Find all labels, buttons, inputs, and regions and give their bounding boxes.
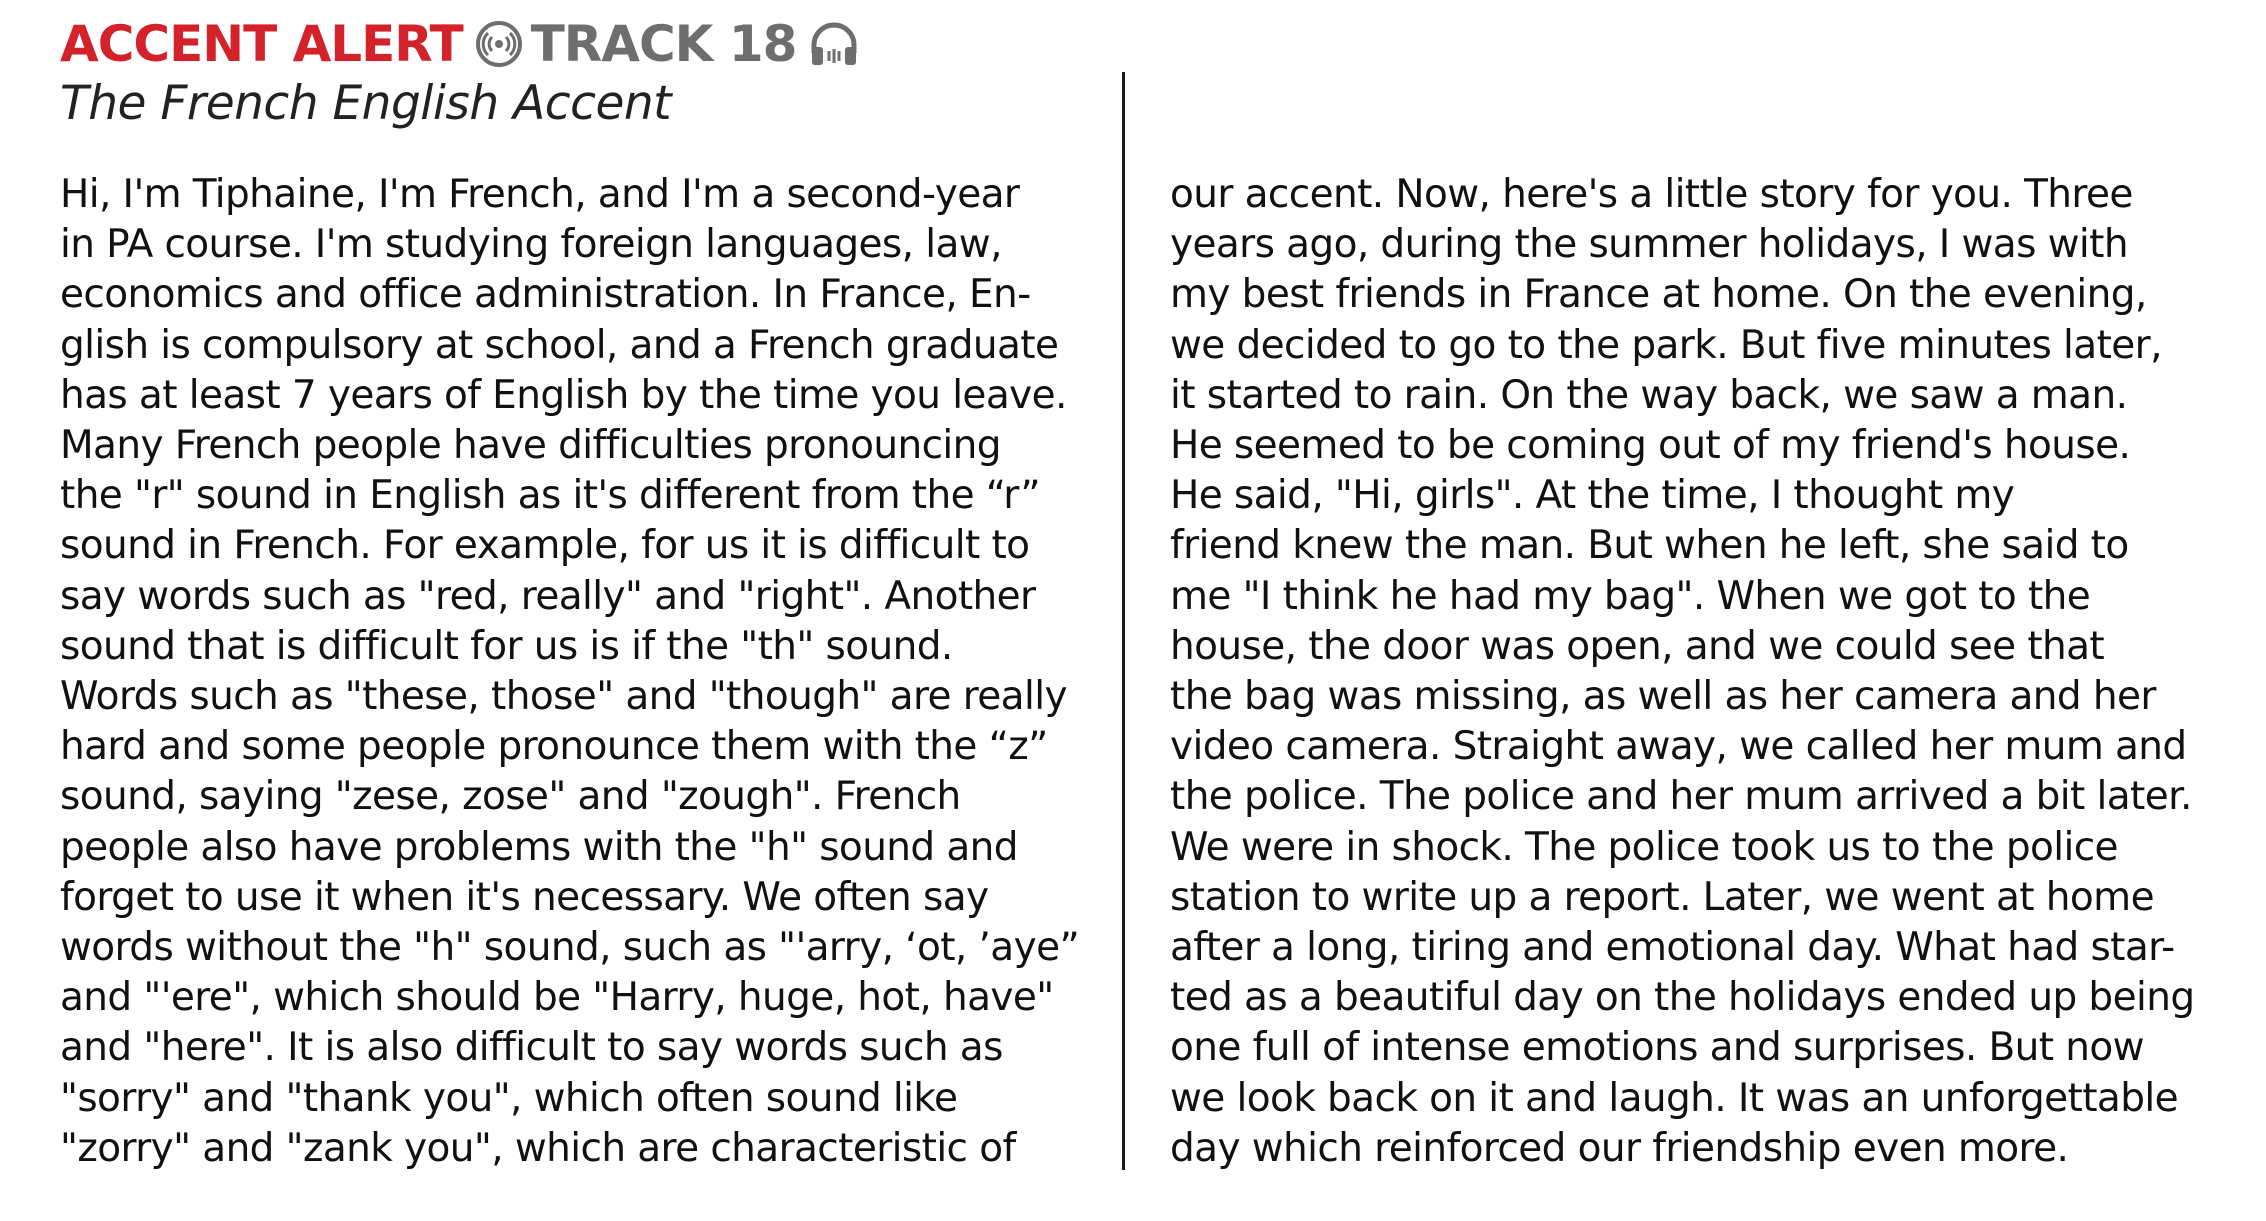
audio-signal-icon [475, 20, 523, 68]
text-line: me "I think he had my bag". When we got to the [1170, 573, 2091, 619]
text-line: the bag was missing, as well as her camera and her [1170, 674, 2156, 720]
text-line: video camera. Straight away, we called her mum and [1170, 724, 2187, 770]
text-line: Hi, I'm Tiphaine, I'm French, and I'm a second-year [60, 172, 1020, 217]
text-line: it started to rain. On the way back, we saw a man. [1170, 372, 2128, 418]
header [60, 14, 1060, 134]
text-line: "zorry" and "zank you", which are characteristic of [60, 1125, 1016, 1171]
text-line: house, the door was open, and we could see that [1170, 623, 2105, 669]
text-line: sound, saying "zese, zose" and "zough". French [60, 774, 961, 820]
column-divider [1122, 72, 1125, 1170]
text-line: has at least 7 years of English by the time you leave. [60, 372, 1067, 418]
track-label: TRACK 18 [530, 15, 797, 73]
text-line: say words such as "red, really" and "right". Another [60, 573, 1036, 619]
text-line: the police. The police and her mum arrived a bit later. [1170, 774, 2192, 820]
text-line: day which reinforced our friendship even more. [1170, 1125, 2069, 1171]
text-line: one full of intense emotions and surprises. But now [1170, 1025, 2144, 1071]
text-line: "sorry" and "thank you", which often sound like [60, 1075, 958, 1121]
text-line: economics and office administration. In France, En- [60, 272, 1031, 318]
headphones-icon [808, 19, 860, 69]
accent-alert-label: ACCENT ALERT [60, 15, 463, 73]
text-line: the "r" sound in English as it's different from the “r” [60, 473, 1040, 519]
text-line: hard and some people pronounce them with the “z” [60, 724, 1048, 770]
right-column [1170, 170, 2230, 1174]
text-line: ted as a beautiful day on the holidays ended up being [1170, 975, 2195, 1021]
text-line: forget to use it when it's necessary. We often say [60, 874, 989, 920]
text-line: our accent. Now, here's a little story for you. Three [1170, 172, 2133, 217]
text-line: my best friends in France at home. On the evening, [1170, 272, 2147, 318]
text-line: glish is compulsory at school, and a French graduate [60, 322, 1059, 368]
text-line: sound that is difficult for us is if the "th" sound. [60, 623, 953, 669]
text-line: we decided to go to the park. But five minutes later, [1170, 322, 2162, 368]
text-line: sound in French. For example, for us it is difficult to [60, 523, 1030, 569]
text-line: We were in shock. The police took us to the police [1170, 824, 2118, 870]
article-subtitle: The French English Accent [60, 76, 672, 131]
text-line: we look back on it and laugh. It was an unforgettable [1170, 1075, 2179, 1121]
text-line: station to write up a report. Later, we went at home [1170, 874, 2154, 920]
text-line: Words such as "these, those" and "though" are really [60, 674, 1067, 720]
text-line: after a long, tiring and emotional day. What had star- [1170, 925, 2175, 971]
text-line: and "'ere", which should be "Harry, huge, hot, have" [60, 975, 1054, 1021]
text-line: and "here". It is also difficult to say words such as [60, 1025, 1003, 1071]
text-line: He seemed to be coming out of my friend's house. [1170, 423, 2131, 469]
header-title-row [60, 14, 1060, 74]
text-line: He said, "Hi, girls". At the time, I thought my [1170, 473, 2015, 519]
text-line: years ago, during the summer holidays, I was with [1170, 222, 2128, 268]
text-line: friend knew the man. But when he left, she said to [1170, 523, 2129, 569]
text-line: people also have problems with the "h" sound and [60, 824, 1018, 870]
left-column [60, 170, 1120, 1174]
text-line: Many French people have difficulties pronouncing [60, 423, 1001, 469]
text-line: words without the "h" sound, such as "'arry, ‘ot, ’aye” [60, 925, 1080, 971]
text-line: in PA course. I'm studying foreign languages, law, [60, 222, 1002, 268]
